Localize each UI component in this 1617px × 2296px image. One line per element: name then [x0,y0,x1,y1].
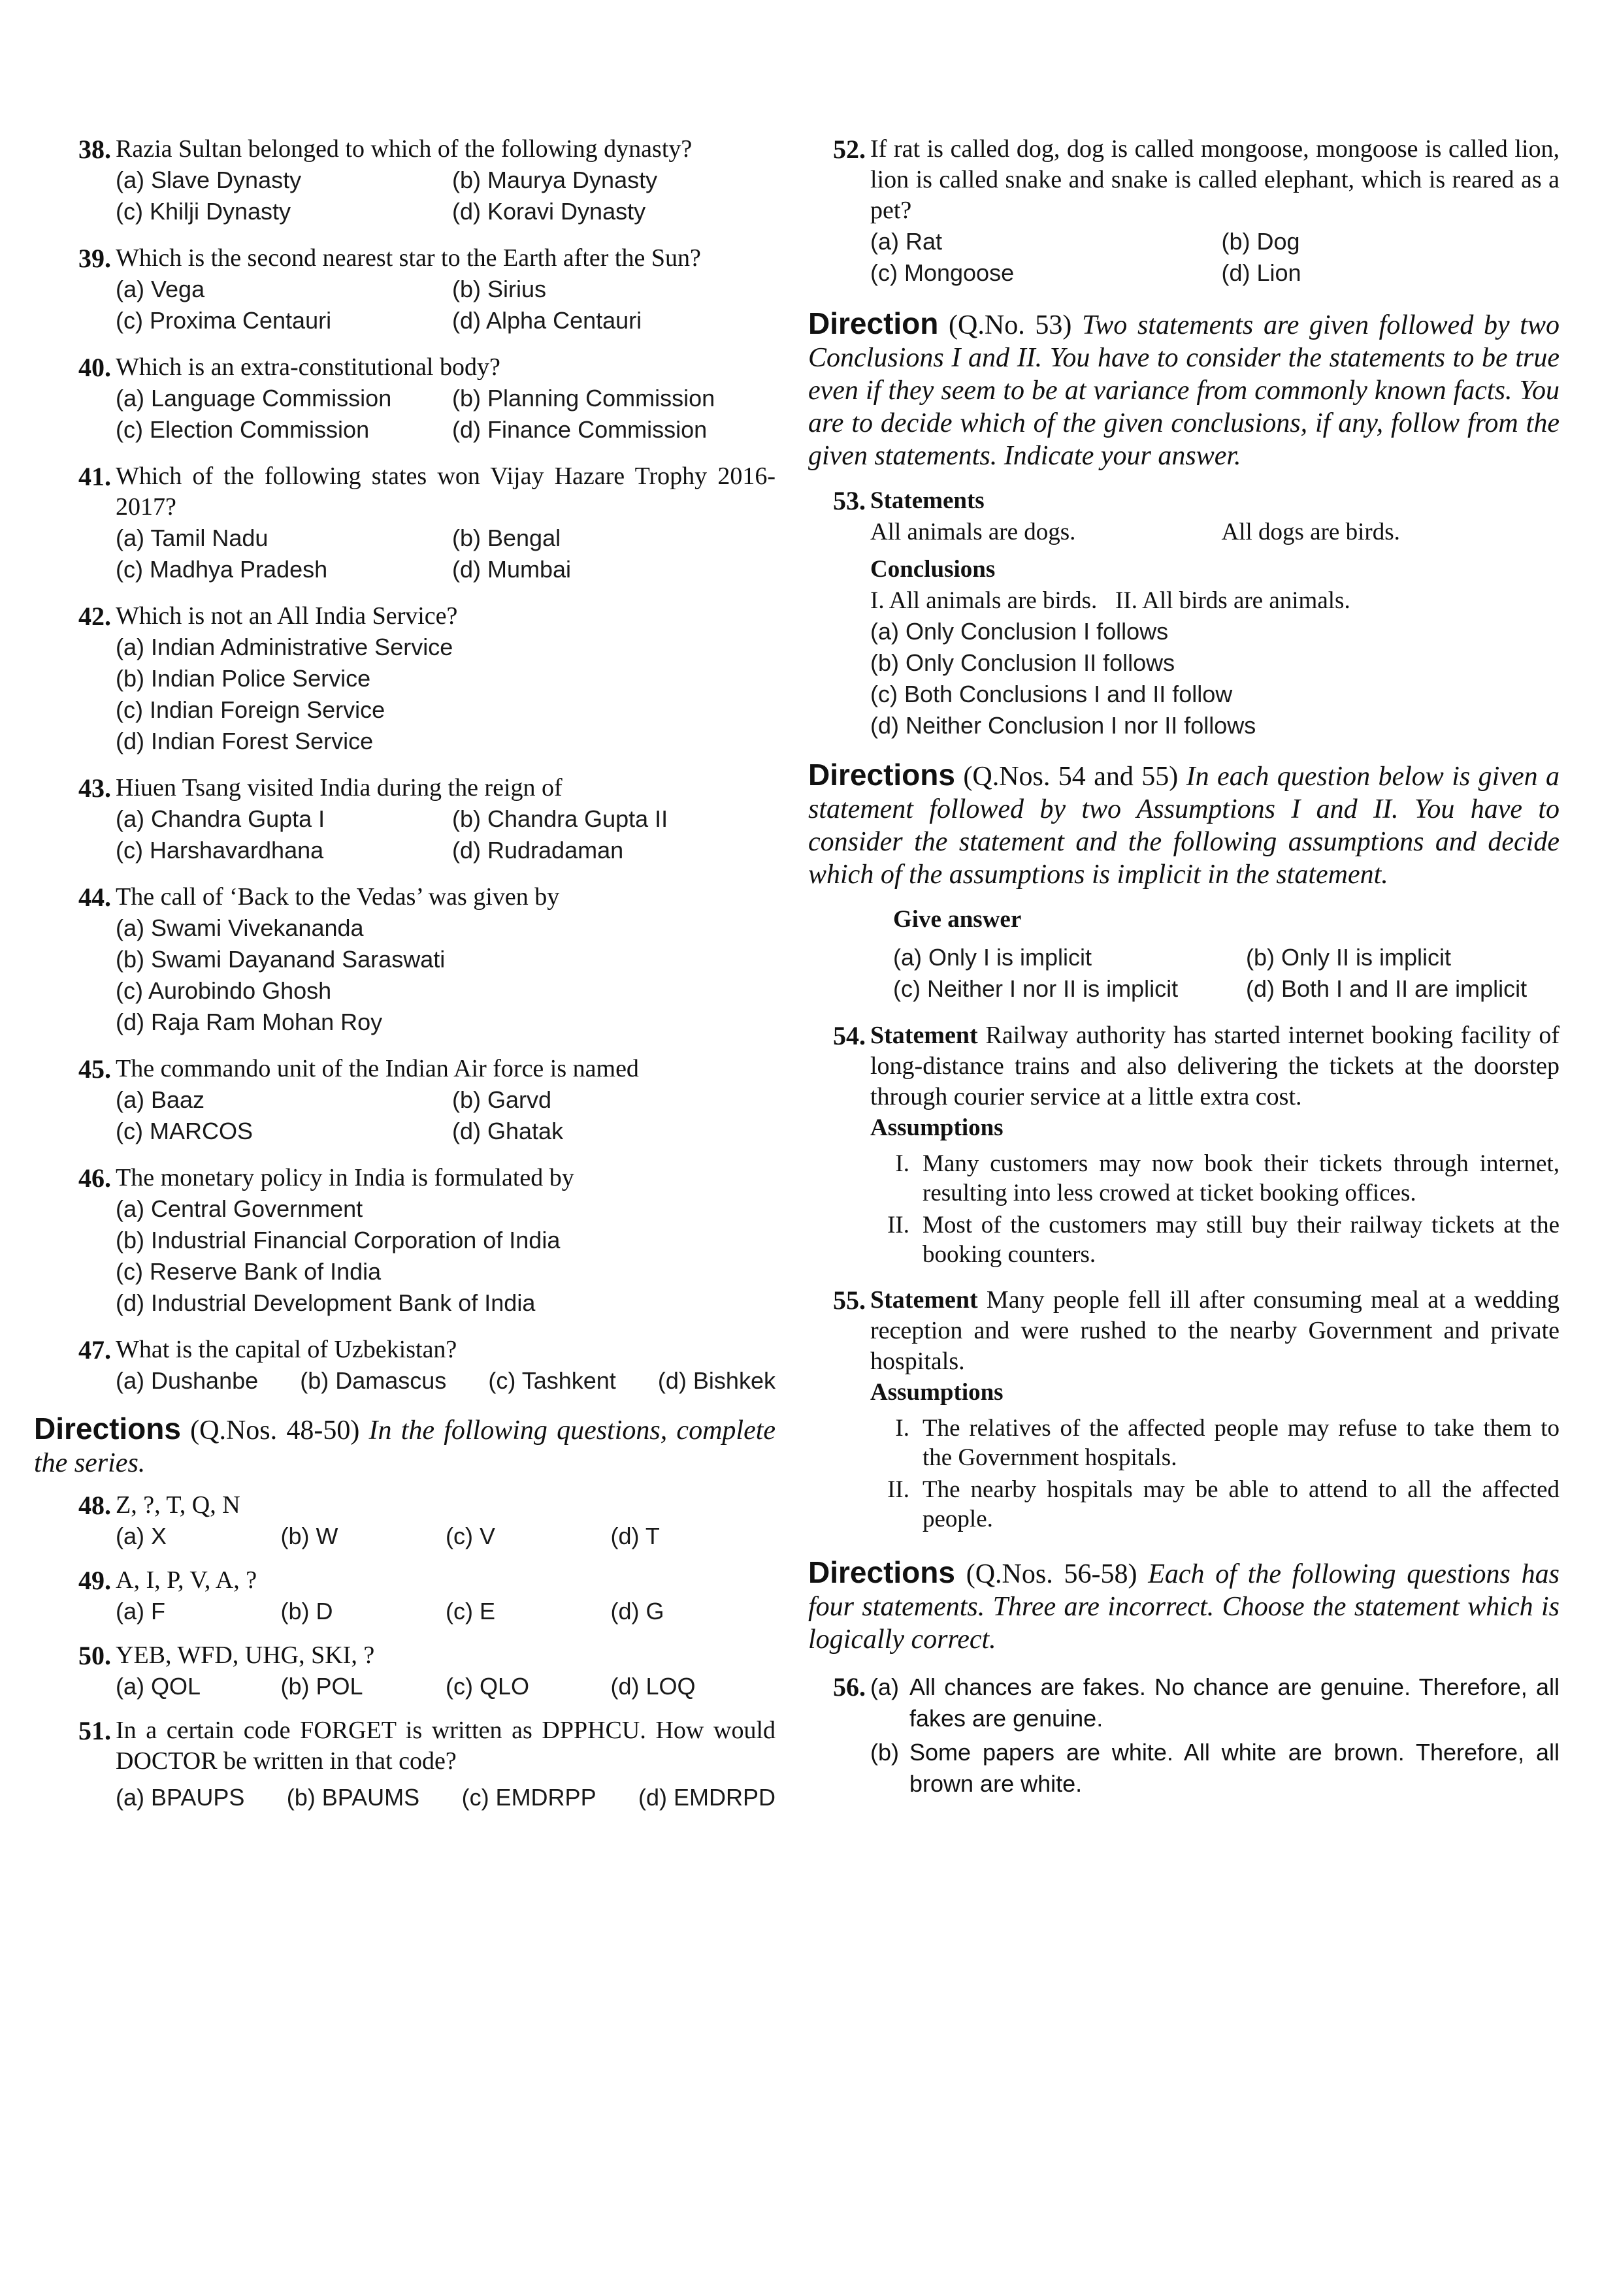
question-text [870,1020,1560,1112]
option-d: (d) Raja Ram Mohan Roy [116,1009,383,1035]
question-49 [54,1565,776,1627]
option-c: (c) Both Conclusions I and II follow [870,681,1233,707]
statement-1: All animals are dogs. [870,519,1076,545]
question-text: The call of ‘Back to the Vedas’ was given by [116,883,560,911]
question-number: 46. [78,1163,111,1193]
question-number: 38. [78,135,111,164]
question-number: 44. [78,882,111,912]
option-d: (d) Koravi Dynasty [452,198,646,225]
question-number: 43. [78,773,111,803]
option-text: Some papers are white. All white are brown. Therefore, all brown are white. [909,1739,1560,1797]
option-b: (b) Bengal [452,525,561,551]
option-b: (b) Garvd [452,1086,552,1113]
option-b: (b) Swami Dayanand Saraswati [116,946,446,973]
question-text: A, I, P, V, A, ? [116,1566,257,1594]
question-43 [54,773,776,866]
direction-ref: (Q.No. 53) [949,310,1072,340]
question-40 [54,352,776,445]
option-a: (a) Language Commission [116,385,392,412]
assumption-text: Many customers may now book their tickets through internet, resulting into less crowed at ticket booking offices. [923,1150,1560,1206]
option-d: (d) EMDRPD [638,1784,776,1811]
question-text: Razia Sultan belonged to which of the following dynasty? [116,135,693,163]
options [116,1365,776,1397]
option-c: (c) MARCOS [116,1118,253,1144]
option-c: (c) Aurobindo Ghosh [116,977,332,1004]
question-50 [54,1640,776,1702]
options [116,523,776,585]
directions-text: In the following questions, complete the series. [34,1415,776,1478]
assumption-1 [870,1414,1560,1472]
question-39 [54,243,776,336]
directions-ref: (Q.Nos. 56-58) [966,1559,1137,1589]
statement-label: Statement [870,1022,978,1049]
statements [870,517,1560,547]
option-d: (d) Ghatak [452,1118,564,1144]
option-c: (c) Reserve Bank of India [116,1258,382,1285]
question-text: If rat is called dog, dog is called mongoose, mongoose is called lion, lion is called snake and snake is called elephant, which is reared as a pet? [870,135,1560,224]
statement-text: Many people fell ill after consuming meal at a wedding reception and were rushed to the nearby Government and private hospitals. [870,1286,1560,1375]
question-number: 39. [78,244,111,273]
question-number: 55. [833,1285,866,1315]
option-d: (d) Both I and II are implicit [1246,975,1527,1002]
question-number: 41. [78,462,111,491]
question-number: 56. [833,1672,866,1702]
question-text: The commando unit of the Indian Air force is named [116,1055,639,1082]
option-letter: (b) [870,1739,899,1766]
option-b: (b) BPAUMS [286,1784,420,1811]
option-c: (c) Election Commission [116,416,370,443]
statements-heading: Statements [870,487,985,514]
question-44 [54,882,776,1038]
question-41 [54,461,776,585]
options [116,1782,776,1813]
assumption-text: Most of the customers may still buy their railway tickets at the booking counters. [923,1212,1560,1268]
option-c: (c) Harshavardhana [116,837,324,864]
option-b: (b) Only Conclusion II follows [870,649,1175,676]
option-d: (d) Alpha Centauri [452,307,642,334]
option-b: (b) Chandra Gupta II [452,805,668,832]
question-text: Hiuen Tsang visited India during the reign of [116,774,563,801]
option-d: (d) Rudradaman [452,837,624,864]
option-c: (c) EMDRPP [461,1784,596,1811]
question-text: The monetary policy in India is formulated by [116,1164,574,1191]
question-number: 52. [833,135,866,164]
options [116,913,776,1038]
option-a [870,1672,1560,1734]
option-c: (c) Madhya Pradesh [116,556,328,583]
question-number: 45. [78,1054,111,1084]
question-text: Which of the following states won Vijay Hazare Trophy 2016-2017? [116,462,776,521]
option-text: All chances are fakes. No chance are genuine. Therefore, all fakes are genuine. [909,1673,1560,1732]
option-a: (a) Tamil Nadu [116,525,269,551]
options [116,274,776,336]
question-38 [54,134,776,227]
options [116,383,776,445]
conclusions-heading: Conclusions [870,556,996,583]
option-a: (a) Slave Dynasty [116,167,302,193]
option-a: (a) Indian Administrative Service [116,634,453,660]
directions-54-55 [808,758,1560,891]
options [116,632,776,757]
question-47 [54,1334,776,1397]
option-d: (d) T [610,1523,660,1549]
options [116,1193,776,1319]
option-d: (d) Mumbai [452,556,572,583]
option-b: (b) Industrial Financial Corporation of India [116,1227,561,1253]
directions-56-58 [808,1556,1560,1656]
statement-2: All dogs are birds. [1221,519,1400,545]
option-b: (b) W [280,1523,338,1549]
question-55 [808,1285,1560,1534]
right-column [808,134,1560,1800]
question-42 [54,601,776,757]
statement-text: Railway authority has started internet booking facility of long-distance trains and also delivering the tickets at the doorstep through courier service at a little extra cost. [870,1022,1560,1110]
option-c: (c) Mongoose [870,259,1015,286]
left-column [34,134,776,1813]
options [893,942,1560,1005]
question-text: In a certain code FORGET is written as DPPHCU. How would DOCTOR be written in that code? [116,1717,776,1775]
question-number: 50. [78,1641,111,1670]
question-number: 54. [833,1021,866,1050]
option-b: (b) Planning Commission [452,385,715,412]
option-a: (a) Only Conclusion I follows [870,618,1169,645]
option-a: (a) QOL [116,1673,201,1700]
give-answer [808,904,1560,1005]
option-d: (d) G [610,1598,664,1625]
option-b: (b) Dog [1221,228,1300,255]
question-number: 47. [78,1335,111,1365]
option-a: (a) Rat [870,228,943,255]
option-d: (d) Industrial Development Bank of India [116,1289,536,1316]
direction-53 [808,307,1560,472]
option-b: (b) Only II is implicit [1246,944,1452,971]
directions-label: Directions [808,758,955,792]
option-c: (c) E [446,1598,495,1625]
options [116,1084,776,1147]
option-c: (c) Indian Foreign Service [116,696,385,723]
option-a: (a) Vega [116,276,205,302]
directions-text: Each of the following questions has four statements. Three are incorrect. Choose the statement which is logically correct. [808,1559,1560,1655]
question-51 [54,1715,776,1813]
question-54 [808,1020,1560,1269]
question-text: What is the capital of Uzbekistan? [116,1336,457,1363]
question-45 [54,1054,776,1147]
option-d: (d) LOQ [610,1673,696,1700]
question-52 [808,134,1560,289]
option-b: (b) POL [280,1673,363,1700]
option-d: (d) Bishkek [657,1367,776,1394]
directions-text: In each question below is given a statement followed by two Assumptions I and II. You have to consider the statement and the following assumptions and decide which of the assumptions is implicit in the statement. [808,762,1560,890]
option-letter: (a) [870,1673,899,1700]
option-d: (d) Neither Conclusion I nor II follows [870,712,1256,739]
assumptions-heading: Assumptions [870,1379,1004,1406]
assumption-2 [870,1475,1560,1534]
options [116,1671,776,1702]
question-number: 42. [78,602,111,631]
option-b: (b) Damascus [300,1367,447,1394]
directions-48-50 [34,1412,776,1479]
option-a: (a) Dushanbe [116,1367,259,1394]
assumption-2 [870,1210,1560,1269]
option-c: (c) Neither I nor II is implicit [893,975,1179,1002]
question-number: 51. [78,1716,111,1745]
option-d: (d) Indian Forest Service [116,728,374,754]
option-d: (d) Finance Commission [452,416,708,443]
option-b [870,1737,1560,1800]
option-c: (c) Proxima Centauri [116,307,332,334]
option-a: (a) Swami Vivekananda [116,914,364,941]
assumption-number: I. [895,1150,909,1177]
option-a: (a) X [116,1523,167,1549]
option-c: (c) Khilji Dynasty [116,198,291,225]
direction-label: Direction [808,306,939,340]
directions-label: Directions [808,1555,955,1589]
question-46 [54,1163,776,1319]
assumption-number: II. [887,1476,909,1503]
question-48 [54,1490,776,1552]
option-b: (b) Sirius [452,276,547,302]
conclusions: I. All animals are birds. II. All birds are animals. [870,587,1350,614]
question-text: YEB, WFD, UHG, SKI, ? [116,1641,375,1669]
option-a: (a) BPAUPS [116,1784,245,1811]
question-text: Which is not an All India Service? [116,602,458,630]
directions-ref: (Q.Nos. 54 and 55) [963,762,1179,792]
option-b: (b) Maurya Dynasty [452,167,658,193]
assumption-number: I. [895,1415,909,1442]
question-text: Z, ?, T, Q, N [116,1491,240,1519]
question-number: 48. [78,1491,111,1520]
option-a: (a) F [116,1598,165,1625]
option-c: (c) Tashkent [488,1367,616,1394]
options [870,616,1560,741]
assumption-number: II. [887,1212,909,1238]
directions-label: Directions [34,1412,181,1446]
option-d: (d) Lion [1221,259,1301,286]
option-b: (b) Indian Police Service [116,665,371,692]
question-text: Which is the second nearest star to the Earth after the Sun? [116,244,701,272]
option-b: (b) D [280,1598,333,1625]
options [116,165,776,227]
option-a: (a) Baaz [116,1086,205,1113]
assumption-text: The relatives of the affected people may refuse to take them to the Government hospitals. [923,1415,1560,1471]
options [870,226,1560,289]
assumption-text: The nearby hospitals may be able to attend to all the affected people. [923,1476,1560,1532]
statement-label: Statement [870,1286,978,1314]
give-answer-heading: Give answer [893,906,1022,933]
options [116,803,776,866]
options [116,1596,776,1627]
direction-text: Two statements are given followed by two Conclusions I and II. You have to consider the statements to be true even if they seem to be at variance from commonly known facts. You are to decide which of the given conclusions, if any, follow from the given statements. Indicate your answer. [808,310,1560,471]
option-a: (a) Only I is implicit [893,944,1092,971]
question-number: 40. [78,353,111,382]
assumptions-heading: Assumptions [870,1114,1004,1141]
option-a: (a) Chandra Gupta I [116,805,325,832]
directions-ref: (Q.Nos. 48-50) [190,1415,360,1446]
question-number: 49. [78,1566,111,1595]
question-56 [808,1672,1560,1800]
question-number: 53. [833,486,866,515]
options [116,1521,776,1552]
assumption-1 [870,1149,1560,1208]
option-a: (a) Central Government [116,1195,363,1222]
option-c: (c) QLO [446,1673,530,1700]
question-53 [808,485,1560,741]
question-text [870,1285,1560,1377]
option-c: (c) V [446,1523,495,1549]
question-text: Which is an extra-constitutional body? [116,353,500,381]
